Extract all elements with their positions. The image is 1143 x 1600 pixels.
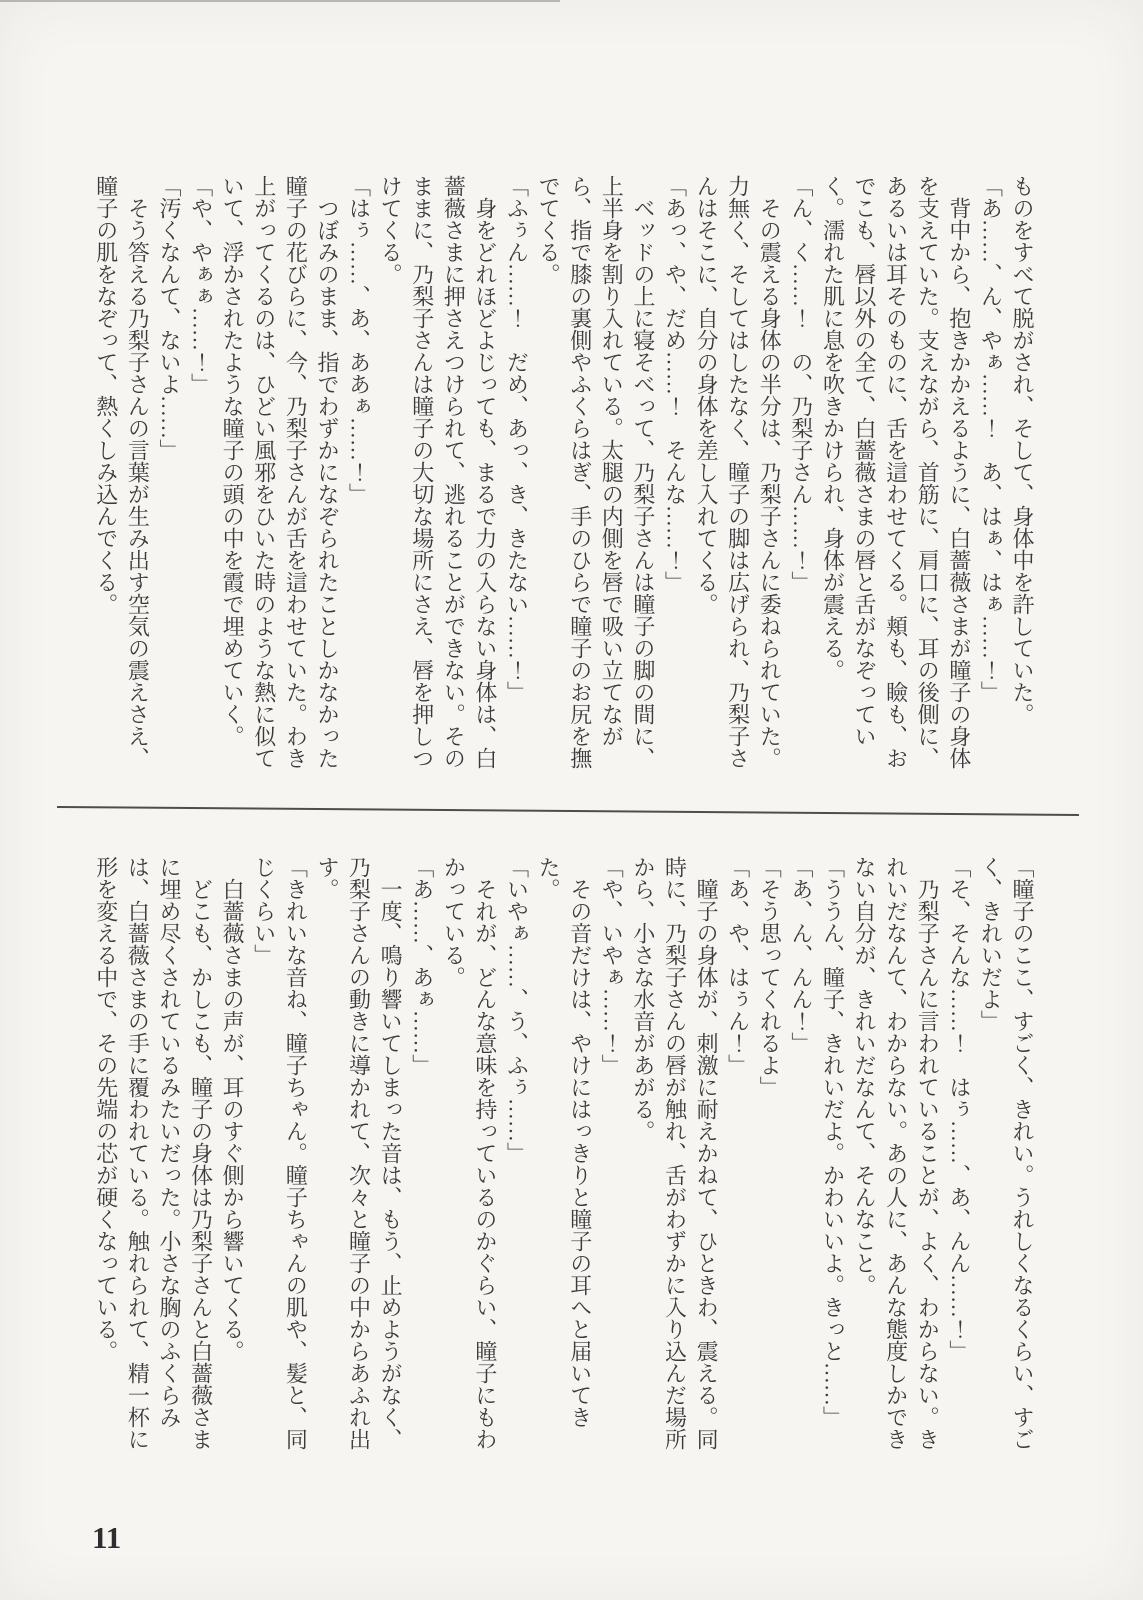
paragraph: 「あ……、ん、やぁ……！ あ、はぁ、はぁ……！」 [978,175,1004,703]
paragraph: 「ふぅん……！ だめ、あっ、き、きたない……！」 [504,175,530,703]
text-block-top [90,175,1038,771]
paragraph: 白薔薇さまの声が、耳のすぐ側から響いてくる。 [220,878,246,1362]
paragraph: 「あ、や、はぅん！」 [725,856,751,1076]
paragraph: 「いやぁ……、う、ふぅ……」 [504,856,530,1164]
paragraph: 乃梨子さんに言われていることが、よく、わからない。きれいだなんて、わからない。あの人に、あんな態度しかできない自分が、きれいだなんて、そんなこと。 [852,856,941,1450]
paragraph: 「そ、そんな……！ はぅ……、あ、んん……！」 [946,856,972,1362]
paragraph: ベッドの上に寝そべって、乃梨子さんは瞳子の脚の間に、上半身を割り入れている。太腿の内側を唇で吸い立てながら、指で膝の裏側やふくらはぎ、手のひらで瞳子のお尻を撫でてくる。 [536,175,656,769]
paragraph: その音だけは、やけにはっきりと瞳子の耳へと届いてきた。 [536,856,593,1428]
paragraph: 「そう思ってくれるよ」 [757,856,783,1098]
text-block-bottom [90,856,1038,1452]
paragraph: どこも、かしこも、瞳子の身体は乃梨子さんと白薔薇さまに埋め尽くされているみたいだった。小さな胸のふくらみは、白薔薇さまの手に覆われている。触れられて、精一杯に形を変える中で、その先端の芯が硬くなっている。 [93,856,214,1450]
section-divider-line [57,806,1079,816]
paragraph: 「あ……、あぁ……」 [409,856,435,1076]
paragraph: 「あっ、や、だめ……！ そんな……！」 [662,175,688,593]
paragraph: 「ううん、瞳子、きれいだよ。かわいいよ。きっと……」 [820,856,846,1428]
paragraph: 「や、いやぁ……！」 [599,856,625,1076]
paragraph: そう答える乃梨子さんの言葉が生み出す空気の震えさえ、瞳子の肌をなぞって、熱くしみ込んでくる。 [93,175,151,769]
paragraph: その震える身体の半分は、乃梨子さんに委ねられていた。力無く、そしてはしたなく、瞳子の脚は広げられ、乃梨子さんはそこに、自分の身体を差し入れてくる。 [694,175,783,769]
paragraph: つぼみのまま、指でわずかになぞられたことしかなかった瞳子の花びらに、今、乃梨子さんが舌を這わせていた。わき上がってくるのは、ひどい風邪をひいた時のような熱に似ていて、浮かされたような瞳子の頭の中を霞で埋めていく。 [220,175,340,769]
paragraph: ものをすべて脱がされ、そして、身体中を許していた。 [1010,175,1035,725]
paragraph: 「や、やぁぁ……！」 [188,175,214,395]
paragraph: 「汚くなんて、ないよ……」 [156,175,182,461]
paragraph: 「はぅ……、あ、ああぁ……！」 [346,175,372,505]
page-number: 11 [92,1520,122,1555]
paragraph: それが、どんな意味を持っているのかぐらい、瞳子にもわかっている。 [441,856,498,1450]
paragraph: 「きれいな音ね、瞳子ちゃん。瞳子ちゃんの肌や、髪と、同じくらい」 [251,856,309,1450]
paragraph: 瞳子の身体が、刺激に耐えかねて、ひときわ、震える。同時に、乃梨子さんの唇が触れ、舌がわずかに入り込んだ場所から、小さな水音があがる。 [630,856,720,1450]
paragraph: 「瞳子のここ、すごく、きれい。うれしくなるくらい、すごく、きれいだよ」 [978,856,1035,1450]
paragraph: 「ん、く……！ の、乃梨子さん……！」 [788,175,814,593]
paragraph: 一度、鳴り響いてしまった音は、もう、止めようがなく、乃梨子さんの動きに導かれて、次々と瞳子の中からあふれ出す。 [314,856,404,1450]
paragraph: 身をどれほどよじっても、まるで力の入らない身体は、白薔薇さまに押さえつけられて、逃れることができない。そのままに、乃梨子さんは瞳子の大切な場所にさえ、唇を押しつけてくる。 [378,175,498,769]
paragraph: 「あ、ん、んん！」 [788,856,814,1054]
scan-edge-artifact [0,0,560,2]
paragraph: 背中から、抱きかかえるように、白薔薇さまが瞳子の身体を支えていた。支えながら、首筋に、肩口に、耳の後側に、あるいは耳そのものに、舌を這わせてくる。頬も、瞼も、おでこも、唇以外の全て、白薔薇さまの唇と舌がなぞっていく。濡れた肌に息を吹きかけられ、身体が震える。 [820,175,972,769]
